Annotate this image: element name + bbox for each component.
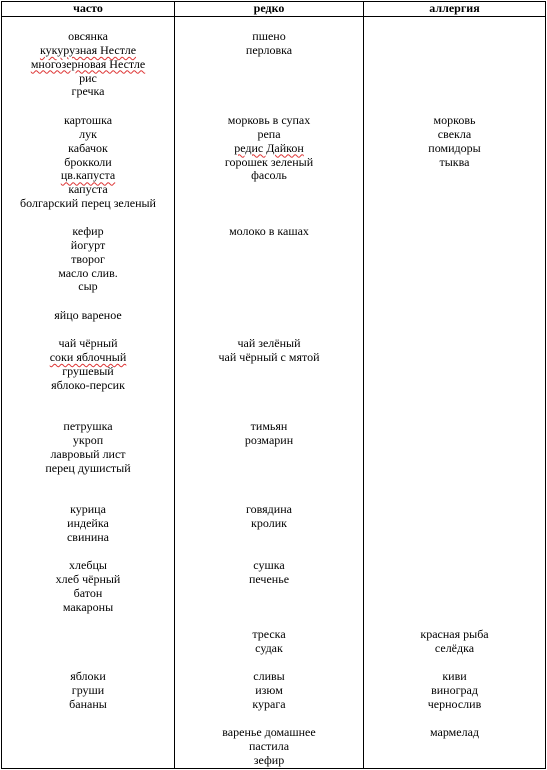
cell-allergy-group-10: [364, 670, 545, 712]
table-border-bottom: [1, 768, 546, 769]
food-item: тимьян: [250, 419, 288, 433]
food-item: варенье домашнее: [222, 725, 316, 739]
food-item: чай зелёный: [237, 336, 301, 350]
cell-often-group-8: [2, 559, 174, 614]
food-item: пастила: [248, 738, 290, 753]
food-item: масло слив.: [58, 265, 118, 280]
food-item: цв.капуста: [60, 168, 116, 183]
food-item: капуста: [68, 182, 108, 197]
food-item: йогурт: [70, 237, 106, 252]
cell-rarely-group-7: [175, 503, 363, 531]
food-item: селёдка: [434, 640, 475, 655]
cell-rarely-group-11: [175, 726, 363, 768]
food-item: свинина: [66, 529, 109, 544]
food-item: сливы: [253, 669, 285, 683]
food-item: болгарский перец зеленый: [20, 196, 156, 211]
cell-allergy-group-2: [364, 114, 545, 169]
food-item: перец душистый: [45, 460, 131, 475]
food-item: чернослив: [427, 696, 482, 711]
food-item: кукурузная Нестле: [39, 42, 137, 57]
food-item: говядина: [246, 502, 292, 516]
cell-rarely-group-3: [175, 225, 363, 239]
food-item: чай чёрный: [58, 336, 118, 350]
food-item: укроп: [72, 432, 104, 447]
header-divider: [1, 16, 546, 17]
food-item: судак: [255, 640, 283, 655]
cell-often-group-3: [2, 225, 174, 294]
header-rarely: редко: [253, 1, 285, 15]
food-item: яйцо вареное: [54, 308, 122, 322]
cell-often-group-10: [2, 670, 174, 712]
cell-often-group-4: [2, 309, 174, 323]
table-border-right: [545, 1, 546, 769]
cell-rarely-group-6: [175, 420, 363, 448]
food-item: лавровый лист: [50, 446, 126, 461]
food-item: брокколи: [64, 154, 112, 169]
food-item: треска: [252, 627, 286, 641]
food-item: бананы: [69, 696, 107, 711]
header-allergy: аллергия: [429, 1, 480, 15]
cell-often-group-7: [2, 503, 174, 545]
food-item: кабачок: [68, 140, 108, 155]
food-item: батон: [73, 585, 103, 600]
food-item: индейка: [67, 515, 109, 530]
cell-rarely-group-10: [175, 670, 363, 712]
cell-rarely-group-1: [175, 30, 363, 58]
food-item: курага: [252, 696, 286, 711]
cell-often-group-6: [2, 420, 174, 475]
food-item: хлебцы: [69, 558, 107, 572]
food-item: горошек зеленый: [224, 154, 314, 169]
food-item: редис Дайкон: [234, 140, 304, 155]
food-item: репа: [257, 126, 281, 141]
food-item: кефир: [72, 224, 104, 238]
food-item: рис: [79, 70, 97, 85]
cell-often-group-1: [2, 30, 174, 99]
cell-allergy-group-9: [364, 628, 545, 656]
food-item: помидоры: [428, 140, 481, 155]
food-item: виноград: [431, 682, 478, 697]
food-item: изюм: [255, 682, 283, 697]
food-item: многозерновая Нестле: [30, 56, 146, 71]
food-item: перловка: [245, 42, 293, 57]
food-item: макароны: [62, 599, 114, 614]
food-item: мармелад: [430, 725, 479, 739]
header-often: часто: [73, 1, 103, 15]
food-item: соки яблочный: [49, 349, 127, 364]
cell-rarely-group-5: [175, 337, 363, 365]
food-item: морковь в супах: [227, 113, 311, 127]
food-item: морковь: [433, 113, 476, 127]
food-item: яблоко-персик: [51, 377, 125, 392]
food-item: яблоки: [70, 669, 106, 683]
cell-often-group-2: [2, 114, 174, 211]
food-item: лук: [79, 126, 97, 141]
food-item: творог: [71, 251, 105, 266]
food-item: красная рыба: [420, 627, 489, 641]
food-item: гречка: [71, 84, 105, 99]
cell-often-group-5: [2, 337, 174, 392]
food-item: кролик: [251, 515, 287, 530]
food-item: молоко в кашах: [229, 224, 309, 238]
food-item: розмарин: [244, 432, 294, 447]
cell-rarely-group-8: [175, 559, 363, 587]
food-item: чай чёрный с мятой: [218, 349, 320, 364]
food-item: груши: [71, 682, 105, 697]
cell-rarely-group-2: [175, 114, 363, 183]
food-item: петрушка: [63, 419, 113, 433]
food-item: курица: [70, 502, 106, 516]
food-item: зефир: [253, 752, 285, 767]
food-item: свекла: [437, 126, 472, 141]
food-item: хлеб чёрный: [55, 571, 121, 586]
cell-rarely-group-9: [175, 628, 363, 656]
food-item: киви: [442, 669, 467, 683]
food-item: овсянка: [68, 29, 108, 43]
food-item: печенье: [248, 571, 290, 586]
cell-allergy-group-11: [364, 726, 545, 740]
food-item: грушевый: [62, 363, 114, 378]
food-item: пшено: [252, 29, 286, 43]
food-item: тыква: [439, 154, 470, 169]
food-item: фасоль: [251, 168, 287, 183]
food-item: сыр: [78, 279, 98, 294]
food-item: картошка: [63, 113, 113, 127]
food-item: сушка: [253, 558, 285, 572]
